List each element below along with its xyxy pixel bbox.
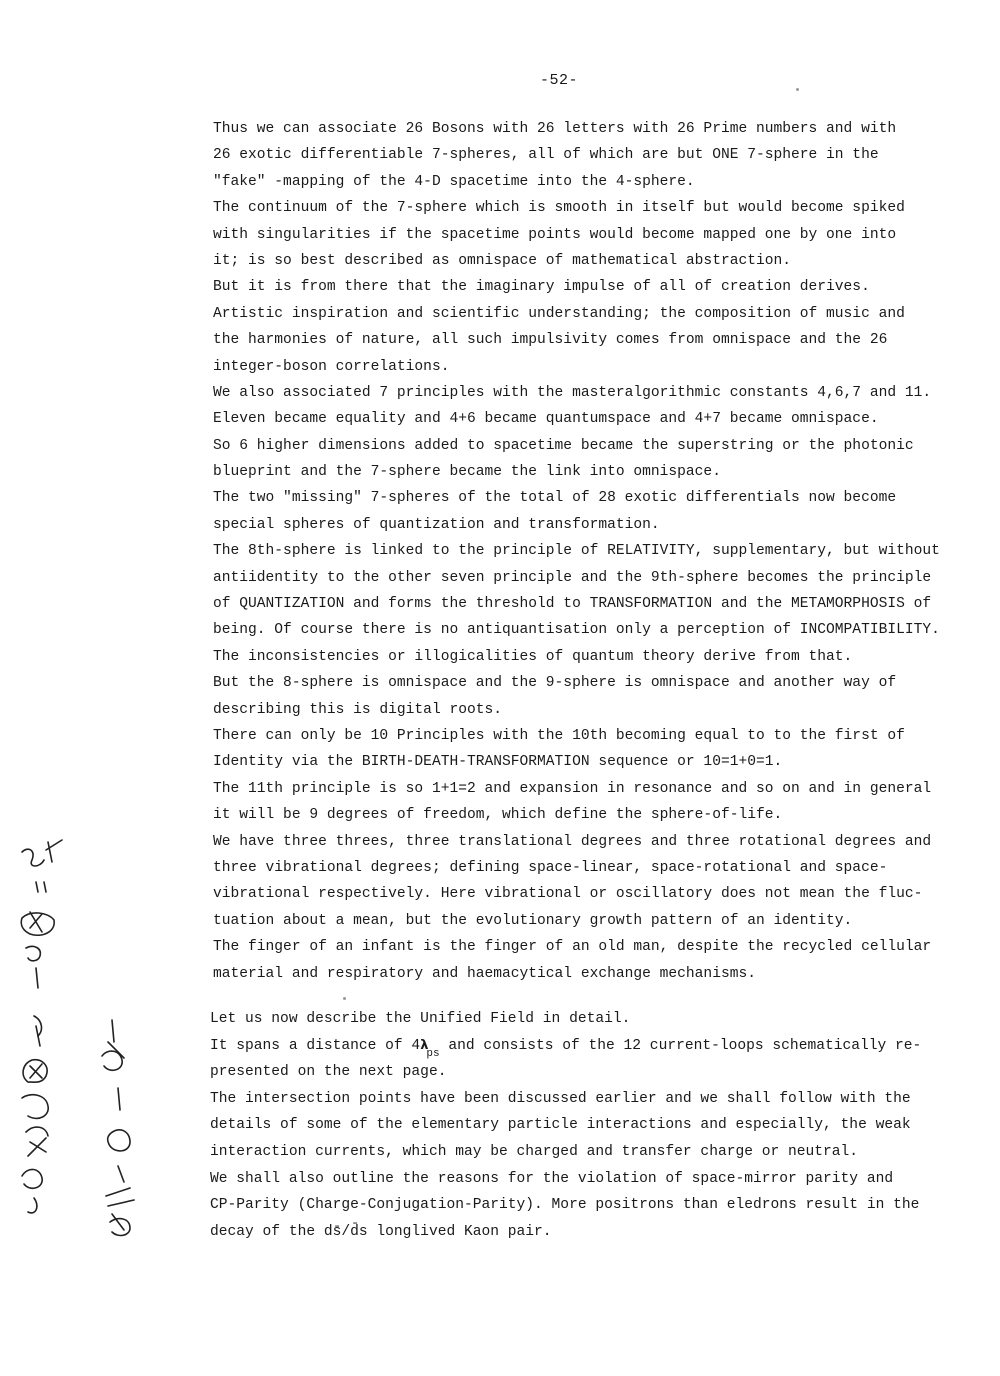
text-line: three vibrational degrees; defining space-linear, space-rotational and space-: [213, 859, 888, 876]
text-line: Let us now describe the Unified Field in detail.: [210, 1011, 631, 1027]
text-line: blueprint and the 7-sphere became the link into omnispace.: [213, 464, 721, 481]
text-line: Thus we can associate 26 Bosons with 26 letters with 26 Prime numbers and with: [213, 121, 897, 137]
unified-field-paragraph: [210, 1006, 940, 1245]
page-number: -52-: [540, 72, 579, 89]
text-line: We also associated 7 principles with the masteralgorithmic constants 4,6,7 and 11.: [213, 384, 932, 401]
text-line: We have three threes, three translational degrees and three rotational degrees and: [213, 833, 932, 850]
text-line: Identity via the BIRTH-DEATH-TRANSFORMATION sequence or 10=1+0=1.: [213, 754, 783, 771]
text-segment: It spans a distance of 4: [210, 1037, 421, 1054]
text-line: it; is so best described as omnispace of mathematical abstraction.: [213, 252, 792, 269]
paper-speck: [343, 997, 346, 1000]
text-line: "fake" -mapping of the 4-D spacetime into the 4-sphere.: [213, 173, 695, 190]
lambda-symbol: λ: [420, 1037, 429, 1053]
text-line: being. Of course there is no antiquantisation only a perception of INCOMPATIBILITY.: [213, 622, 940, 639]
paper-speck: [796, 88, 799, 91]
text-line: of QUANTIZATION and forms the threshold to TRANSFORMATION and the METAMORPHOSIS of: [213, 596, 932, 613]
text-line: antiidentity to the other seven principle and the 9th-sphere becomes the principle: [213, 569, 932, 586]
text-line: integer-boson correlations.: [213, 358, 450, 375]
text-line: The intersection points have been discussed earlier and we shall follow with the: [210, 1090, 911, 1107]
text-line: There can only be 10 Principles with the 10th becoming equal to to the first of: [213, 727, 905, 744]
text-line: The inconsistencies or illogicalities of quantum theory derive from that.: [213, 648, 853, 665]
text-line: describing this is digital roots.: [213, 701, 503, 718]
text-line: special spheres of quantization and transformation.: [213, 516, 660, 533]
text-line: The 8th-sphere is linked to the principle of RELATIVITY, supplementary, but without: [213, 543, 940, 560]
text-segment: and consists of the 12 current-loops schematically re-: [439, 1037, 922, 1054]
text-line: the harmonies of nature, all such impulsivity comes from omnispace and the 26: [213, 332, 888, 349]
text-line: But it is from there that the imaginary impulse of all of creation derives.: [213, 279, 870, 296]
text-line: material and respiratory and haemacytical exchange mechanisms.: [213, 965, 756, 982]
text-line: it will be 9 degrees of freedom, which define the sphere-of-life.: [213, 807, 783, 824]
text-line: 26 exotic differentiable 7-spheres, all of which are but ONE 7-sphere in the: [213, 147, 879, 164]
text-line: tuation about a mean, but the evolutionary growth pattern of an identity.: [213, 912, 853, 929]
text-line: interaction currents, which may be charged and transfer charge or neutral.: [210, 1143, 859, 1160]
text-line: The finger of an infant is the finger of an old man, despite the recycled cellular: [213, 939, 932, 956]
text-line: The two "missing" 7-spheres of the total of 28 exotic differentials now become: [213, 490, 897, 507]
text-line: The 11th principle is so 1+1=2 and expansion in resonance and so on and in general: [213, 780, 932, 797]
text-line: The continuum of the 7-sphere which is smooth in itself but would become spiked: [213, 200, 905, 217]
handwritten-margin-notes: [0, 820, 200, 1240]
text-line: Eleven became equality and 4+6 became quantumspace and 4+7 became omnispace.: [213, 411, 879, 428]
handwriting-scribble: [0, 820, 200, 1240]
main-body-text: [213, 116, 943, 987]
text-line: details of some of the elementary particle interactions and especially, the weak: [210, 1117, 911, 1134]
text-line: But the 8-sphere is omnispace and the 9-sphere is omnispace and another way of: [213, 675, 897, 692]
text-line: vibrational respectively. Here vibrational or oscillatory does not mean the fluc-: [213, 886, 923, 903]
text-line: CP-Parity (Charge-Conjugation-Parity). More positrons than eledrons result in the: [210, 1197, 920, 1214]
text-line: presented on the next page.: [210, 1064, 447, 1081]
text-line: [210, 1033, 940, 1060]
text-line: with singularities if the spacetime points would become mapped one by one into: [213, 226, 897, 243]
subscript: ps: [426, 1047, 440, 1060]
text-line: We shall also outline the reasons for the violation of space-mirror parity and: [210, 1170, 894, 1187]
text-line: decay of the ds̄/d̄s longlived Kaon pair.: [210, 1223, 552, 1240]
text-line: Artistic inspiration and scientific understanding; the composition of music and: [213, 305, 905, 322]
text-line: So 6 higher dimensions added to spacetime became the superstring or the photonic: [213, 437, 914, 454]
